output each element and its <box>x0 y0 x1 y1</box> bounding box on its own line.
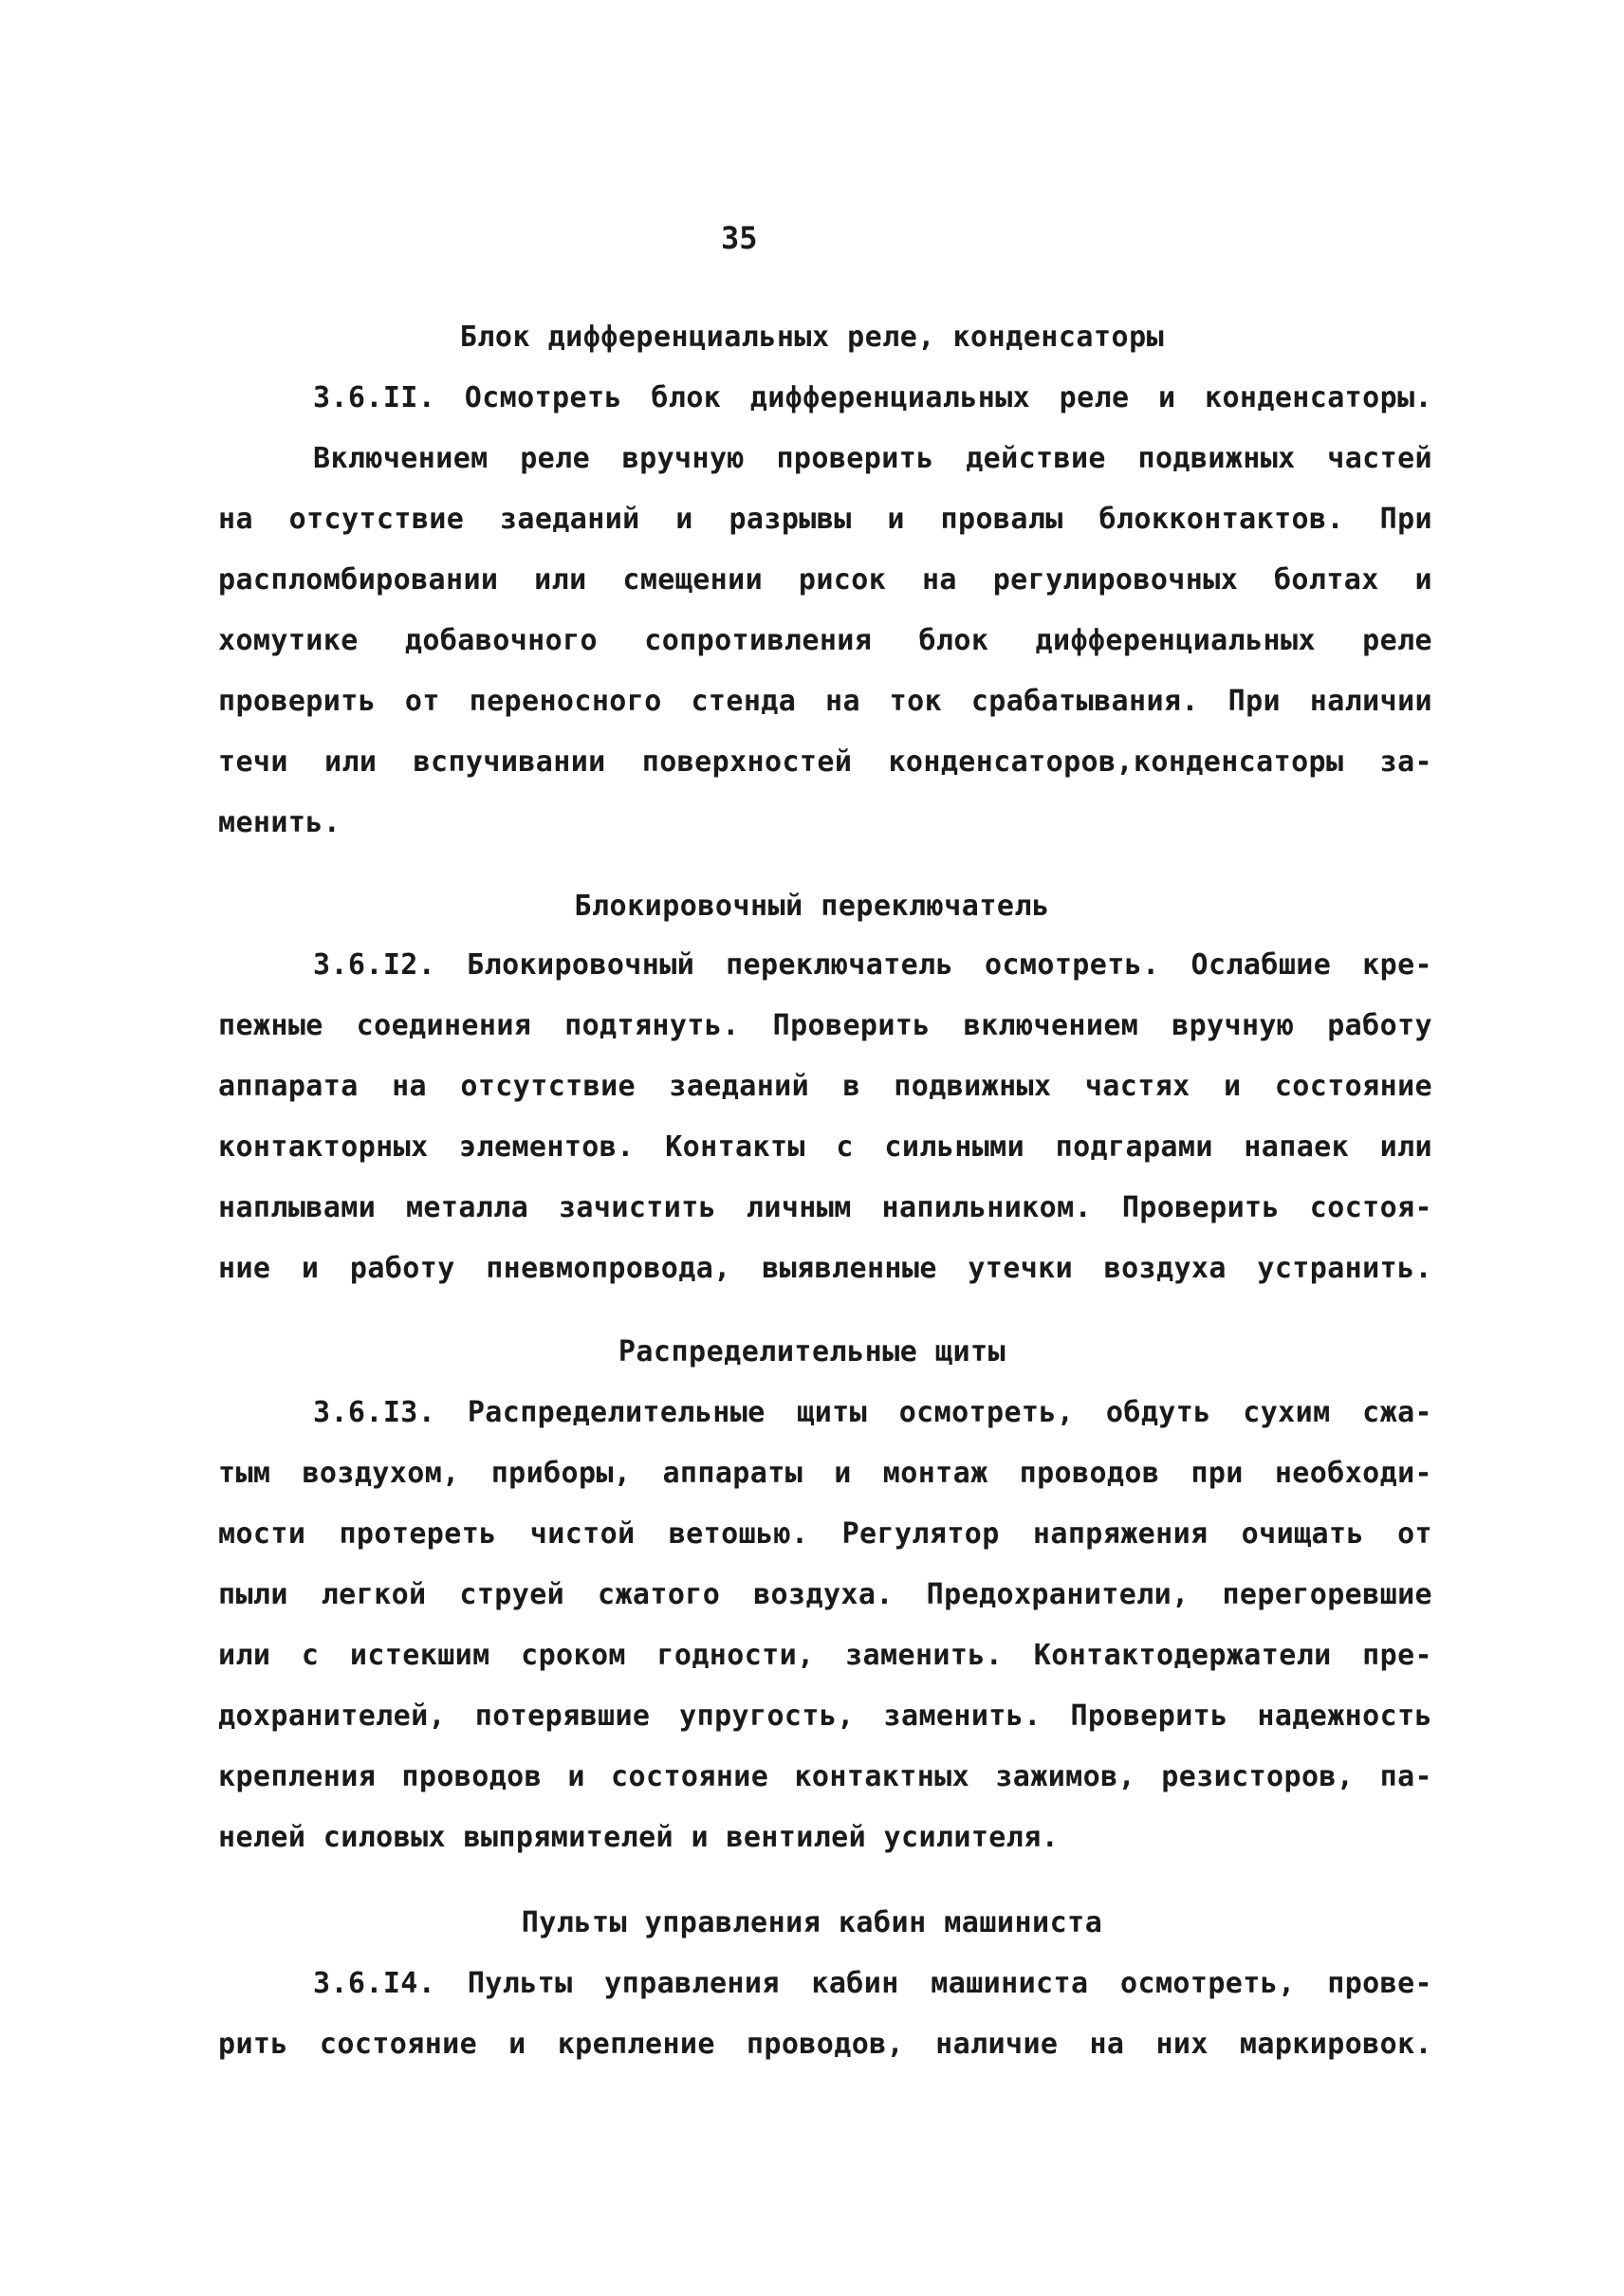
page-number: 35 <box>721 220 758 256</box>
paragraph-line: проверить от переносного стенда на ток срабатывания. При наличии <box>218 685 1432 718</box>
paragraph-line: тым воздухом, приборы, аппараты и монтаж проводов при необходи- <box>218 1457 1432 1490</box>
paragraph-line: 3.6.I4. Пульты управления кабин машиниста осмотреть, прове- <box>313 1967 1432 2000</box>
paragraph-line: хомутике добавочного сопротивления блок дифференциальных реле <box>218 624 1432 657</box>
paragraph-line: на отсутствие заеданий и разрывы и провалы блокконтактов. При <box>218 503 1432 536</box>
paragraph-line: мости протереть чистой ветошью. Регулятор напряжения очищать от <box>218 1517 1432 1551</box>
paragraph-line: нелей силовых выпрямителей и вентилей усилителя. <box>218 1821 1060 1854</box>
paragraph-line: дохранителей, потерявшие упругость, заменить. Проверить надежность <box>218 1699 1432 1733</box>
paragraph-line: рить состояние и крепление проводов, наличие на них маркировок. <box>218 2028 1432 2061</box>
paragraph-line: 3.6.I3. Распределительные щиты осмотреть, обдуть сухим сжа- <box>313 1396 1432 1429</box>
paragraph-line: аппарата на отсутствие заеданий в подвижных частях и состояние <box>218 1070 1432 1103</box>
section-heading-relay-block: Блок дифференциальных реле, конденсаторы <box>459 321 1165 354</box>
section-heading-distribution-boards: Распределительные щиты <box>618 1335 1006 1368</box>
section-heading-interlock-switch: Блокировочный переключатель <box>574 890 1050 923</box>
paragraph-line: Включением реле вручную проверить действие подвижных частей <box>313 442 1432 475</box>
paragraph-line: или с истекшим сроком годности, заменить. Контактодержатели пре- <box>218 1639 1432 1672</box>
paragraph-line: распломбировании или смещении рисок на регулировочных болтах и <box>218 563 1432 597</box>
paragraph-line: контакторных элементов. Контакты с сильными подгарами напаек или <box>218 1130 1432 1164</box>
paragraph-line: ние и работу пневмопровода, выявленные утечки воздуха устранить. <box>218 1252 1432 1285</box>
paragraph-line: пыли легкой струей сжатого воздуха. Предохранители, перегоревшие <box>218 1578 1432 1611</box>
section-heading-control-desks: Пульты управления кабин машиниста <box>521 1906 1103 1939</box>
paragraph-line: пежные соединения подтянуть. Проверить включением вручную работу <box>218 1009 1432 1042</box>
paragraph-line: 3.6.II. Осмотреть блок дифференциальных реле и конденсаторы. <box>313 381 1432 414</box>
paragraph-line: наплывами металла зачистить личным напильником. Проверить состоя- <box>218 1191 1432 1224</box>
paragraph-line: течи или вспучивании поверхностей конденсаторов,конденсаторы за- <box>218 745 1432 779</box>
paragraph-line: крепления проводов и состояние контактных зажимов, резисторов, па- <box>218 1760 1432 1793</box>
paragraph-line: 3.6.I2. Блокировочный переключатель осмотреть. Ослабшие кре- <box>313 948 1432 982</box>
paragraph-line: менить. <box>218 806 341 839</box>
